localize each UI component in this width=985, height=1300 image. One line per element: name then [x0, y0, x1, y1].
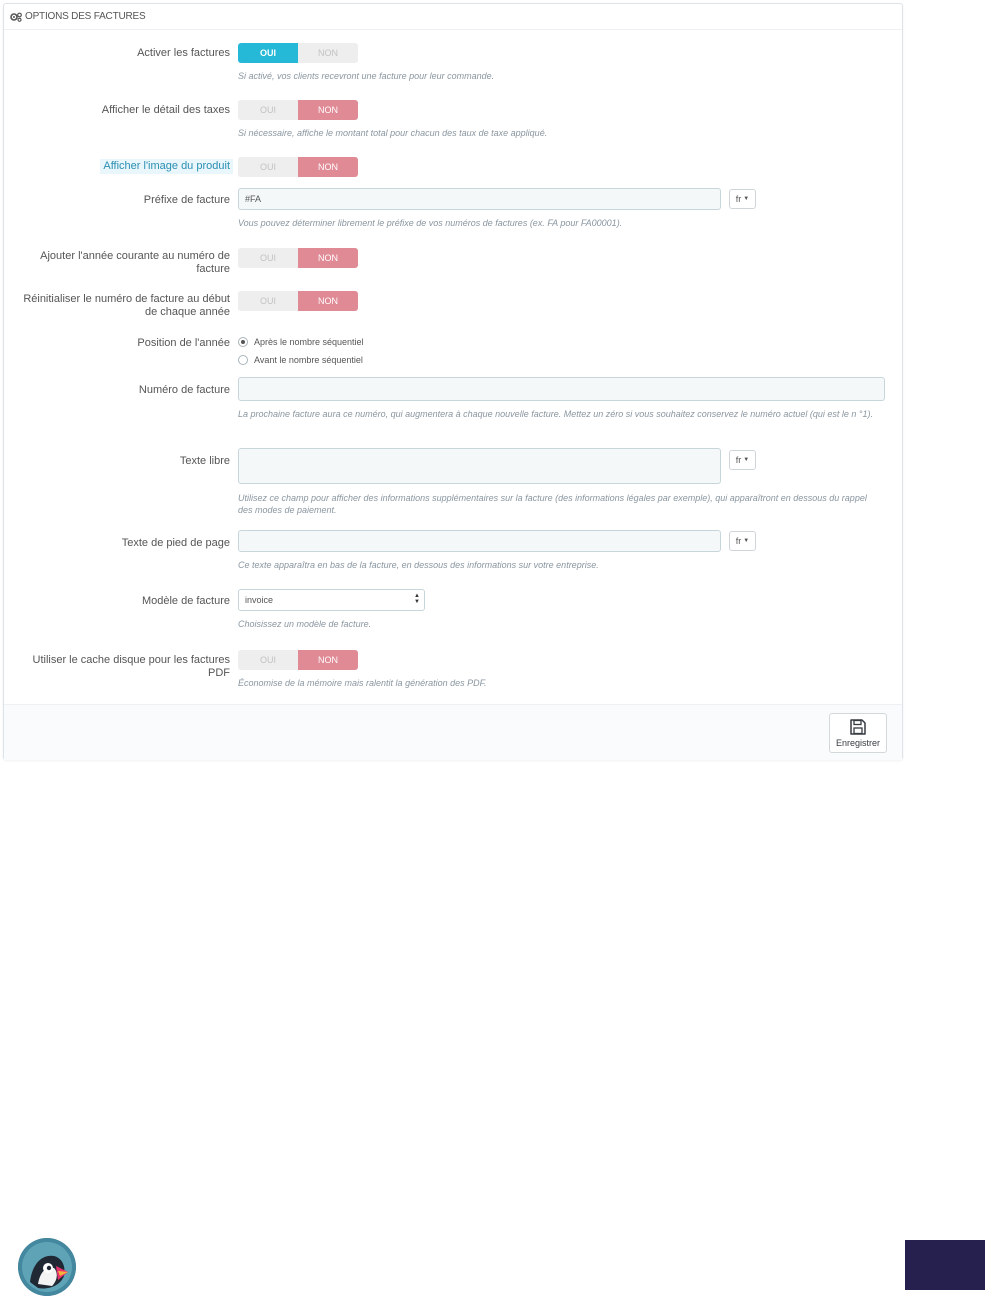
- invoice-prefix-label: Préfixe de facture: [143, 194, 230, 206]
- switch-yes-option[interactable]: OUI: [238, 650, 298, 670]
- enable-invoices-help: Si activé, vos clients recevront une facture pour leur commande.: [238, 71, 495, 81]
- caret-down-icon: ▼: [743, 457, 750, 463]
- radio-label: Après le nombre séquentiel: [254, 337, 364, 347]
- floppy-disk-icon: [849, 718, 867, 736]
- invoice-number-input[interactable]: [238, 377, 885, 401]
- invoice-template-select[interactable]: [238, 589, 425, 611]
- product-image-switch[interactable]: [238, 157, 358, 177]
- invoice-options-panel: [3, 3, 903, 760]
- prestashop-logo: [18, 1238, 76, 1296]
- panel-title: OPTIONS DES FACTURES: [25, 11, 146, 22]
- free-text-help: Utilisez ce champ pour afficher des informations supplémentaires sur la facture (des informations légales par exemple), qui apparaîtront en dessous du rappel des modes de paiement.: [238, 493, 867, 515]
- lang-code: fr: [735, 194, 742, 204]
- footer-text-help: Ce texte apparaîtra en bas de la facture, en dessous des informations sur votre entreprise.: [238, 560, 599, 570]
- switch-no-option[interactable]: NON: [298, 100, 358, 120]
- invoice-number-help: La prochaine facture aura ce numéro, qui augmentera à chaque nouvelle facture. Mettez un zéro si vous souhaitez conservez le numéro actuel (qui est le n °1).: [238, 409, 873, 419]
- switch-no-option[interactable]: NON: [298, 291, 358, 311]
- switch-yes-option[interactable]: OUI: [238, 291, 298, 311]
- tax-breakdown-help: Si nécessaire, affiche le montant total pour chacun des taux de taxe appliqué.: [238, 128, 548, 138]
- save-button[interactable]: [829, 713, 887, 753]
- tax-breakdown-switch[interactable]: [238, 100, 358, 120]
- invoice-number-label: Numéro de facture: [138, 384, 230, 396]
- free-text-lang-dropdown[interactable]: [729, 450, 756, 470]
- year-position-label: Position de l'année: [137, 337, 230, 349]
- select-arrows-icon: ▲ ▼: [414, 593, 420, 605]
- radio-checked[interactable]: [238, 337, 248, 347]
- footer-text-lang-dropdown[interactable]: [729, 531, 756, 551]
- invoice-template-label: Modèle de facture: [141, 595, 230, 607]
- radio-unchecked[interactable]: [238, 355, 248, 365]
- switch-yes-option[interactable]: OUI: [238, 157, 298, 177]
- invoice-prefix-input[interactable]: #FA: [238, 188, 721, 210]
- switch-yes-option[interactable]: OUI: [238, 248, 298, 268]
- save-label: Enregistrer: [835, 738, 880, 748]
- year-position-before-option[interactable]: [238, 355, 363, 365]
- tax-breakdown-label: Afficher le détail des taxes: [101, 104, 230, 116]
- select-value: invoice: [245, 595, 274, 605]
- radio-label: Avant le nombre séquentiel: [254, 355, 363, 365]
- pdf-cache-label: Utiliser le cache disque pour les factures PDF: [32, 654, 230, 679]
- caret-down-icon: ▼: [743, 538, 750, 544]
- year-position-after-option[interactable]: [238, 337, 364, 347]
- switch-yes-option[interactable]: OUI: [238, 43, 298, 63]
- invoice-prefix-lang-dropdown[interactable]: [729, 189, 756, 209]
- caret-down-icon: ▼: [743, 196, 750, 202]
- switch-no-option[interactable]: NON: [298, 248, 358, 268]
- cogs-icon: [10, 12, 22, 22]
- switch-yes-option[interactable]: OUI: [238, 100, 298, 120]
- free-text-textarea[interactable]: [238, 448, 721, 484]
- lang-code: fr: [735, 536, 742, 546]
- reset-number-label: Réinitialiser le numéro de facture au début de chaque année: [23, 293, 230, 318]
- lang-code: fr: [735, 455, 742, 465]
- panel-heading: [4, 4, 902, 30]
- corner-block: [905, 1240, 985, 1290]
- add-year-switch[interactable]: [238, 248, 358, 268]
- free-text-label: Texte libre: [179, 455, 230, 467]
- add-year-label: Ajouter l'année courante au numéro de facture: [40, 250, 230, 275]
- switch-no-option[interactable]: NON: [298, 157, 358, 177]
- footer-text-input[interactable]: [238, 530, 721, 552]
- footer-text-label: Texte de pied de page: [121, 537, 230, 549]
- enable-invoices-switch[interactable]: [238, 43, 358, 63]
- product-image-label: Afficher l'image du produit: [100, 159, 233, 174]
- pdf-cache-help: Économise de la mémoire mais ralentit la génération des PDF.: [238, 678, 487, 688]
- puffin-logo-icon: [18, 1238, 76, 1296]
- enable-invoices-label: Activer les factures: [137, 47, 230, 59]
- switch-no-option[interactable]: NON: [298, 43, 358, 63]
- switch-no-option[interactable]: NON: [298, 650, 358, 670]
- invoice-template-help: Choisissez un modèle de facture.: [238, 619, 372, 629]
- pdf-cache-switch[interactable]: [238, 650, 358, 670]
- invoice-prefix-help: Vous pouvez déterminer librement le préfixe de vos numéros de factures (ex. FA pour FA00001).: [238, 218, 623, 228]
- panel-footer: [4, 704, 902, 760]
- reset-number-switch[interactable]: [238, 291, 358, 311]
